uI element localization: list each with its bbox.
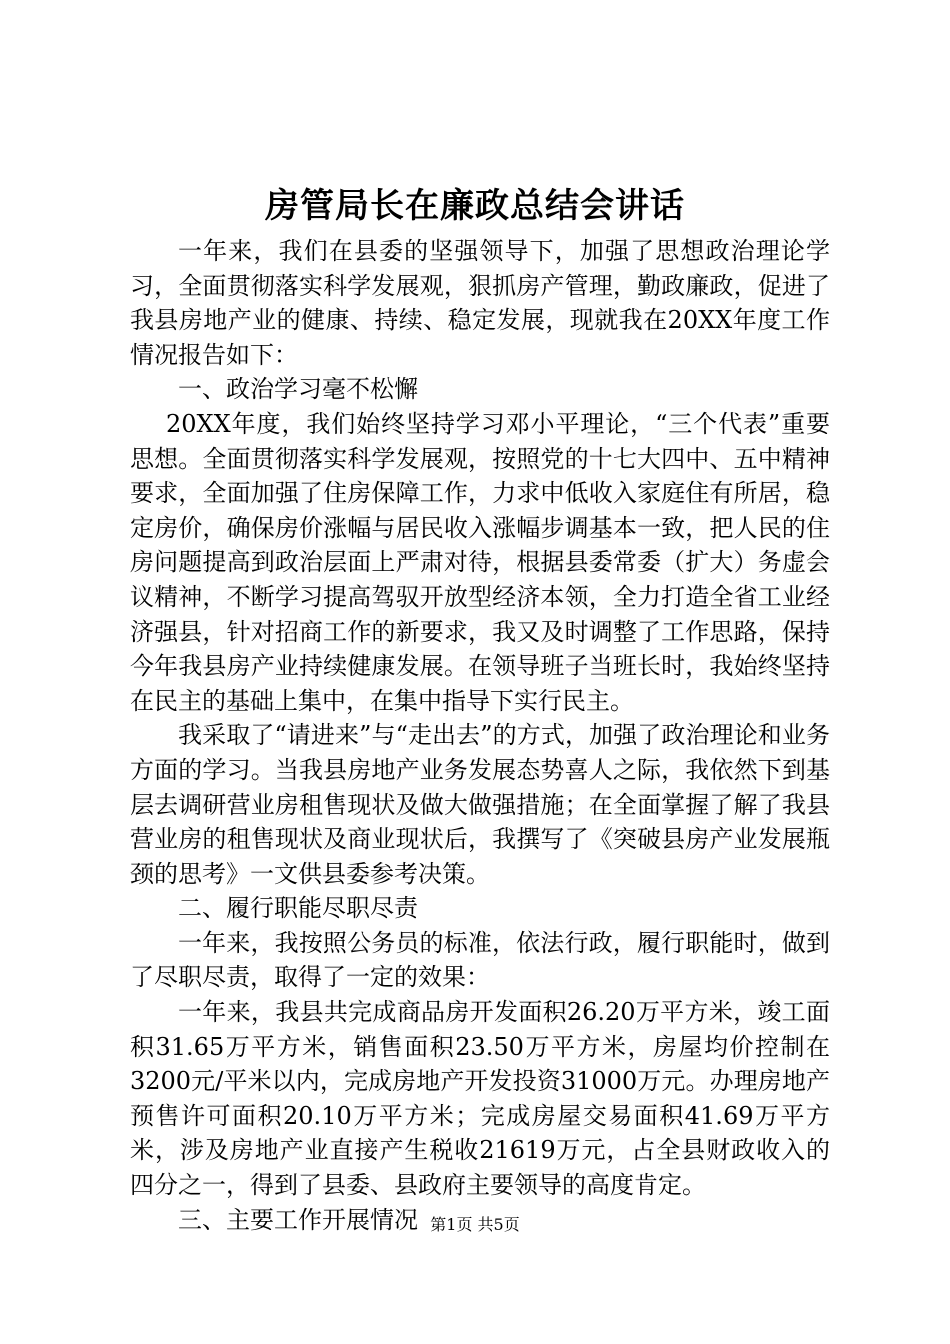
section-heading-1: 一、政治学习毫不松懈	[178, 375, 418, 404]
paragraph-statistics: 一年来，我县共完成商品房开发面积26.20万平方米，竣工面积31.65万平方米，销售面积23.50万平方米，房屋均价控制在3200元/平米以内，完成房地产开发投资31000万元。办理房地产预售许可面积20.10万平方米；完成房屋交易面积41.69万平方米，涉及房地产业直接产生税收21619万元，占全县财政收入的四分之一，得到了县委、县政府主要领导的高度肯定。	[130, 998, 830, 1200]
paragraph-duties: 一年来，我按照公务员的标准，依法行政，履行职能时，做到了尽职尽责，取得了一定的效果：	[130, 928, 830, 992]
paragraph-intro: 一年来，我们在县委的坚强领导下，加强了思想政治理论学习，全面贯彻落实科学发展观，狠抓房产管理，勤政廉政，促进了我县房地产业的健康、持续、稳定发展，现就我在20XX年度工作情况报告如下：	[130, 237, 830, 369]
document-body	[130, 234, 830, 1237]
paragraph-political-study: 20XX年度，我们始终坚持学习邓小平理论，“三个代表”重要思想。全面贯彻落实科学发展观，按照党的十七大四中、五中精神要求，全面加强了住房保障工作，力求中低收入家庭住有所居，稳定房价，确保房价涨幅与居民收入涨幅步调基本一致，把人民的住房问题提高到政治层面上严肃对待，根据县委常委（扩大）务虚会议精神，不断学习提高驾驭开放型经济本领，全力打造全省工业经济强县，针对招商工作的新要求，我又及时调整了工作思路，保持今年我县房产业持续健康发展。在领导班子当班长时，我始终坚持在民主的基础上集中，在集中指导下实行民主。	[130, 409, 830, 715]
section-heading-2: 二、履行职能尽职尽责	[178, 894, 418, 923]
document-title: 房管局长在廉政总结会讲话	[265, 186, 685, 226]
page-footer: 第1页 共5页	[430, 1215, 520, 1234]
paragraph-learning-methods: 我采取了“请进来”与“走出去”的方式，加强了政治理论和业务方面的学习。当我县房地产业务发展态势喜人之际，我依然下到基层去调研营业房租售现状及做大做强措施；在全面掌握了解了我县营业房的租售现状及商业现状后，我撰写了《突破县房产业发展瓶颈的思考》一文供县委参考决策。	[130, 721, 830, 888]
section-heading-3: 三、主要工作开展情况	[178, 1205, 418, 1234]
